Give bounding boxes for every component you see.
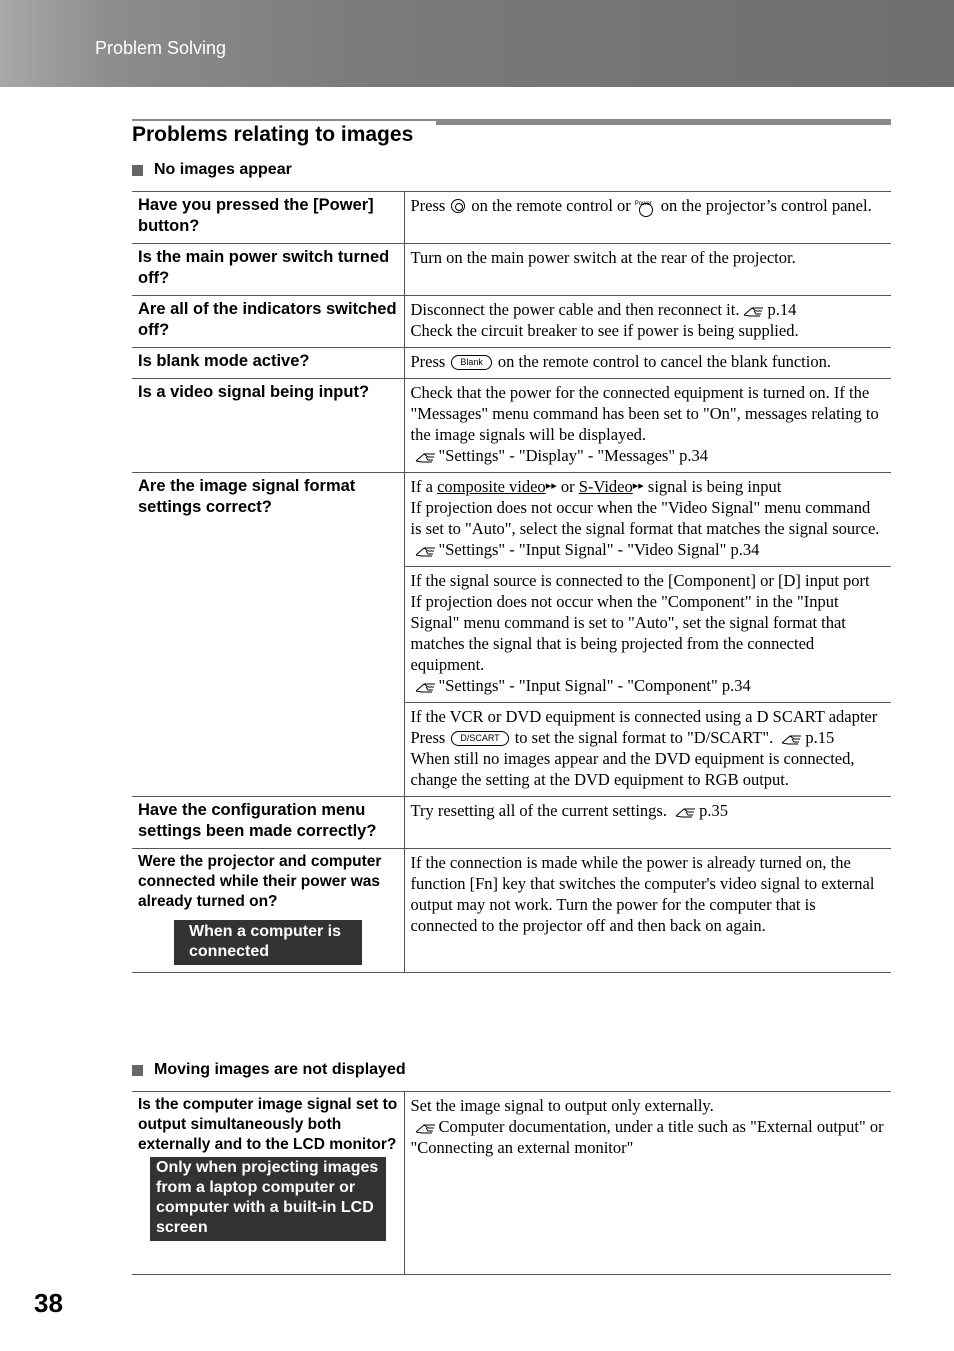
subheading-label: Moving images are not displayed: [154, 1061, 406, 1078]
answer-text: If the signal source is connected to the [Component] or [D] input port: [410, 571, 870, 590]
question-cell: [132, 379, 404, 473]
answer-cell: [404, 296, 891, 348]
question-text: Are the image signal format settings correct?: [138, 477, 356, 516]
answer-text: signal is being input: [647, 477, 782, 496]
page-reference: p.15: [805, 728, 835, 747]
reference-hand-icon: [415, 1122, 437, 1134]
reference-hand-icon: [415, 545, 437, 557]
moving-images-table: [132, 1091, 891, 1275]
question-cell: [132, 244, 404, 296]
answer-text: If projection does not occur when the "Video Signal" menu command is set to "Auto", select the signal format that matches the signal source.: [410, 498, 880, 538]
question-text: Is blank mode active?: [138, 352, 310, 370]
page-number: 38: [34, 1288, 63, 1318]
question-cell: [132, 1092, 404, 1275]
reference-hand-icon: [415, 451, 437, 463]
blank-button-icon: Blank: [451, 355, 492, 370]
glossary-link-s-video[interactable]: S-Video: [578, 477, 633, 496]
answer-text: Turn on the main power switch at the rear of the projector.: [410, 248, 796, 267]
question-cell: [132, 192, 404, 244]
answer-text: on the projector’s control panel.: [660, 196, 872, 215]
page-reference: "Settings" - "Display" - "Messages" p.34: [438, 446, 709, 465]
question-text: Have you pressed the [Power] button?: [138, 196, 374, 235]
answer-cell: [404, 348, 891, 379]
subheading-no-images: [132, 161, 292, 179]
answer-cell: [404, 192, 891, 244]
answer-cell: [404, 797, 891, 849]
square-bullet-icon: [132, 165, 143, 176]
table-row: [132, 849, 891, 973]
reference-hand-icon: [675, 806, 697, 818]
question-text: Were the projector and computer connected while their power was already turned on?: [138, 853, 382, 910]
condition-tag: Only when projecting images from a laptop computer or computer with a built-in LCD screen: [150, 1157, 386, 1241]
condition-tag: When a computer is connected: [174, 920, 362, 965]
section-title: Problems relating to images: [132, 123, 414, 146]
answer-text: Computer documentation, under a title such as "External output" or "Connecting an external monitor": [410, 1117, 884, 1157]
answer-cell: [404, 1092, 891, 1275]
table-row: [132, 296, 891, 348]
page-header: [0, 0, 954, 87]
no-images-table: [132, 191, 891, 973]
answer-text: Press: [410, 352, 446, 371]
dscart-button-icon: D/SCART: [451, 731, 508, 746]
table-row: [132, 379, 891, 473]
control-panel-power-icon: [635, 197, 657, 217]
answer-text: Check the circuit breaker to see if power is being supplied.: [410, 321, 799, 340]
power-button-icon: [451, 199, 465, 213]
section-rule-bar: [436, 119, 891, 125]
table-row: [132, 473, 891, 567]
subheading-moving-images: [132, 1061, 406, 1079]
table-row: [132, 348, 891, 379]
question-cell: [132, 849, 404, 973]
question-text: Is the main power switch turned off?: [138, 248, 390, 287]
square-bullet-icon: [132, 1065, 143, 1076]
page-reference: "Settings" - "Input Signal" - "Video Signal" p.34: [438, 540, 760, 559]
question-text: Have the configuration menu settings been made correctly?: [138, 801, 377, 840]
answer-text: Press: [410, 196, 446, 215]
answer-cell: [404, 703, 891, 797]
answer-text: Disconnect the power cable and then reconnect it.: [410, 300, 740, 319]
question-text: Are all of the indicators switched off?: [138, 300, 397, 339]
answer-text: or: [560, 477, 575, 496]
answer-text: If projection does not occur when the "Component" in the "Input Signal" menu command is set to "Auto", set the signal format that matches the signal that is being projected from the connected equipment.: [410, 592, 846, 674]
page-reference: p.35: [699, 801, 728, 820]
answer-cell: [404, 567, 891, 703]
table-row: [132, 1092, 891, 1275]
answer-text: If a: [410, 477, 433, 496]
header-title: Problem Solving: [95, 38, 227, 58]
page-reference: "Settings" - "Input Signal" - "Component" p.34: [438, 676, 751, 695]
page-reference: p.14: [767, 300, 797, 319]
table-row: [132, 192, 891, 244]
answer-text: Press: [410, 728, 446, 747]
answer-cell: [404, 473, 891, 567]
answer-text: to set the signal format to "D/SCART".: [514, 728, 774, 747]
answer-text: on the remote control or: [471, 196, 631, 215]
answer-cell: [404, 379, 891, 473]
table-row: [132, 797, 891, 849]
question-cell: [132, 473, 404, 797]
power-icon-label: Power: [634, 201, 652, 207]
answer-cell: [404, 244, 891, 296]
answer-text: Try resetting all of the current settings.: [410, 801, 667, 820]
reference-hand-icon: [781, 733, 803, 745]
question-cell: [132, 348, 404, 379]
question-cell: [132, 296, 404, 348]
glossary-arrow-icon: ▸▸: [632, 480, 644, 492]
answer-text: When still no images appear and the DVD equipment is connected, change the setting at the DVD equipment to RGB output.: [410, 749, 855, 789]
reference-hand-icon: [415, 681, 437, 693]
answer-text: If the VCR or DVD equipment is connected using a D SCART adapter: [410, 707, 878, 726]
table-row: [132, 244, 891, 296]
answer-cell: [404, 849, 891, 973]
question-text: Is the computer image signal set to output simultaneously both externally and to the LCD monitor?: [138, 1096, 398, 1153]
subheading-label: No images appear: [154, 161, 292, 178]
answer-text: Check that the power for the connected equipment is turned on. If the "Messages" menu command has been set to "On", messages relating to the image signals will be displayed.: [410, 383, 879, 444]
answer-text: on the remote control to cancel the blank function.: [497, 352, 831, 371]
glossary-arrow-icon: ▸▸: [545, 480, 557, 492]
answer-text: Set the image signal to output only externally.: [410, 1096, 714, 1115]
answer-text: If the connection is made while the power is already turned on, the function [Fn] key that switches the computer's video signal to external output may not work. Turn the power for the computer that is connected to the projector off and then back on again.: [410, 853, 875, 935]
reference-hand-icon: [743, 305, 765, 317]
question-text: Is a video signal being input?: [138, 383, 370, 401]
glossary-link-composite-video[interactable]: composite video: [437, 477, 546, 496]
question-cell: [132, 797, 404, 849]
